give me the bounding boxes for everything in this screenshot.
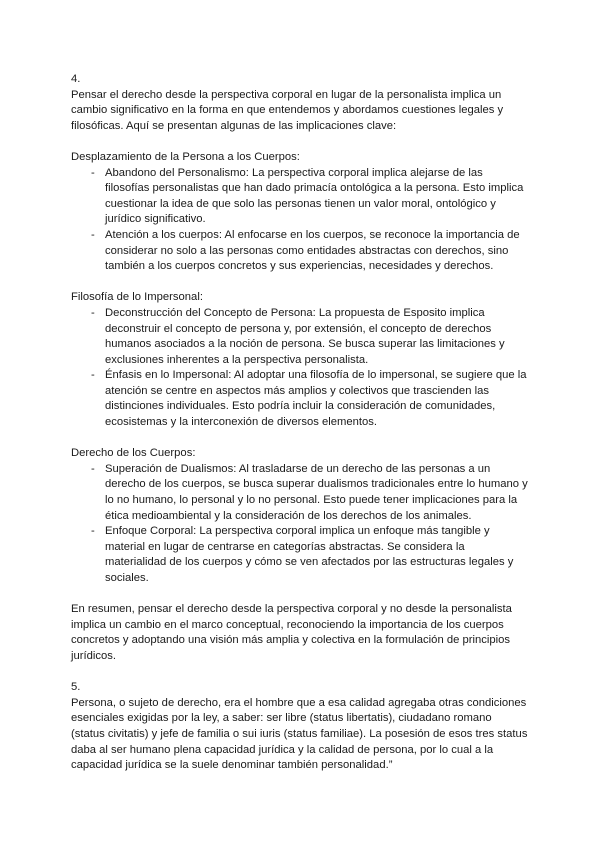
group-2-title: Filosofía de lo Impersonal: <box>71 291 203 304</box>
group-3-list <box>71 462 528 587</box>
group-1-list <box>71 166 528 275</box>
bullet-dash: - <box>91 228 95 241</box>
section-4-summary: En resumen, pensar el derecho desde la perspectiva corporal y no desde la personalista implica un cambio en el marco conceptual, reconociendo la importancia de los cuerpos concretos y adoptando una visión más amplia y colectiva en la formulación de principios jurídicos. <box>71 603 512 662</box>
list-item <box>71 166 528 228</box>
list-item <box>71 462 528 524</box>
group-3-title: Derecho de los Cuerpos: <box>71 447 196 460</box>
group-1 <box>71 150 528 275</box>
list-item-text: Enfoque Corporal: La perspectiva corporal implica un enfoque más tangible y material en lugar de centrarse en categorías abstractas. Se considera la materialidad de los cuerpos y cómo se ven afectados por las estructuras legales y sociales. <box>105 525 514 584</box>
section-5-number: 5. <box>71 681 81 694</box>
list-item-text: Superación de Dualismos: Al trasladarse de un derecho de las personas a un derecho de los cuerpos, se busca superar dualismos tradicionales entre lo humano y lo no humano, lo personal y lo no personal. Esto puede tener implicaciones para la ética medioambiental y la consideración de los derechos de los animales. <box>105 462 528 522</box>
list-item <box>71 368 528 430</box>
list-item-text: Énfasis en lo Impersonal: Al adoptar una filosofía de lo impersonal, se sugiere que la atención se centre en aspectos más amplios y colectivos que trascienden las distinciones individuales. Esto podría incluir la consideración de comunidades, ecosistemas y la interconexión de diversos elementos. <box>105 369 527 429</box>
group-2-list <box>71 306 528 431</box>
bullet-dash: - <box>91 462 95 475</box>
section-4-number: 4. <box>71 73 81 85</box>
bullet-dash: - <box>91 525 95 538</box>
bullet-dash: - <box>91 166 95 179</box>
group-3 <box>71 446 528 586</box>
list-item-text: Deconstrucción del Concepto de Persona: La propuesta de Esposito implica deconstruir el concepto de persona y, por extensión, el concepto de derechos humanos asociados a la noción de persona. Se busca superar las limitaciones y exclusiones inherentes a la perspectiva personalista. <box>105 306 505 366</box>
list-item-text: Abandono del Personalismo: La perspectiva corporal implica alejarse de las filosofías personalistas que han dado primacía ontológica a la persona. Esto implica cuestionar la idea de que solo las personas tienen un valor moral, ontológico y jurídico significativo. <box>105 166 524 226</box>
section-4-intro: Pensar el derecho desde la perspectiva corporal en lugar de la personalista implica un cambio significativo en la forma en que entendemos y abordamos cuestiones legales y filosóficas. Aquí se presentan algunas de las implicaciones clave: <box>71 88 504 132</box>
group-1-title: Desplazamiento de la Persona a los Cuerpos: <box>71 150 300 163</box>
bullet-dash: - <box>91 306 95 319</box>
list-item-text: Atención a los cuerpos: Al enfocarse en los cuerpos, se reconoce la importancia de considerar no solo a las personas como entidades abstractas con derechos, sino también a los cuerpos concretos y sus experiencias, necesidades y derechos. <box>105 228 520 273</box>
bullet-dash: - <box>91 369 95 382</box>
list-item <box>71 306 528 368</box>
group-2 <box>71 290 528 430</box>
list-item <box>71 228 528 275</box>
list-item <box>71 524 528 586</box>
section-5-body: Persona, o sujeto de derecho, era el hombre que a esa calidad agregaba otras condiciones esenciales exigidas por la ley, a saber: ser libre (status libertatis), ciudadano romano (status civitatis) y jefe de familia o sui iuris (status familiae). La posesión de esos tres status daba al ser humano plena capacidad jurídica y la calidad de persona, por lo cual a la capacidad jurídica se la suele denominar también personalidad.” <box>71 696 528 772</box>
